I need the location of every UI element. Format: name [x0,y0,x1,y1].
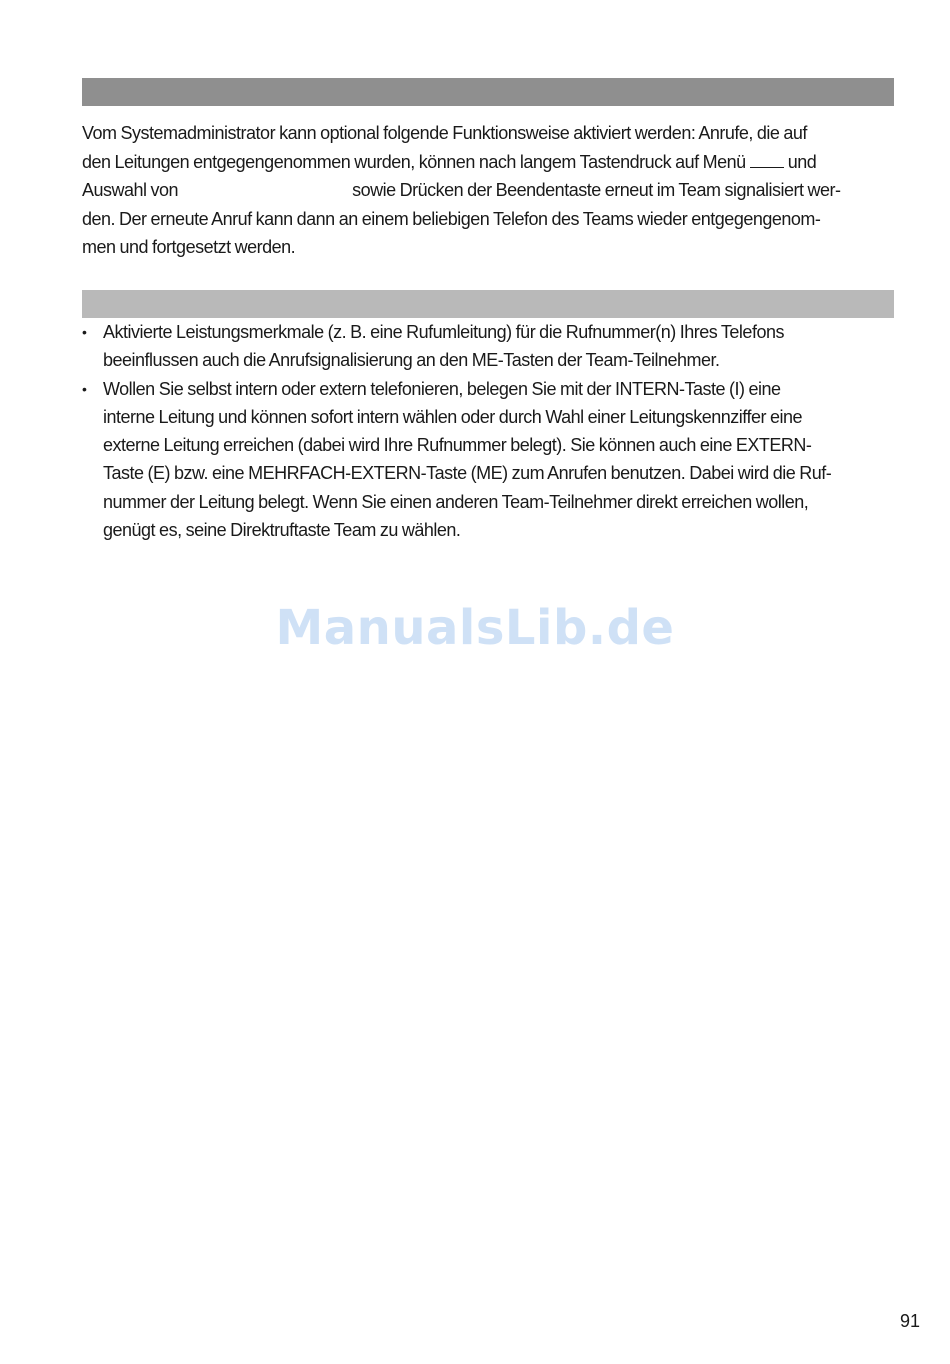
list-item-line: Wollen Sie selbst intern oder extern telefonieren, belegen Sie mit der INTERN-Taste (I) eine [103,378,781,399]
paragraph-line [82,176,894,205]
bullet-icon: • [82,324,87,340]
intro-paragraph [82,119,894,262]
paragraph-line: men und fortgesetzt werden. [82,237,296,257]
menu-key-placeholder [750,152,784,168]
paragraph-line: den. Der erneute Anruf kann dann an einem beliebigen Telefon des Teams wieder entgegengenom- [82,208,821,229]
list-item [82,318,894,375]
paragraph-line: Vom Systemadministrator kann optional folgende Funktionsweise aktiviert werden: Anrufe, die auf [82,123,807,143]
hints-header-bar [82,290,894,318]
paragraph-line [82,148,894,177]
paragraph-text: und [787,151,817,172]
paragraph-text: sowie Drücken der Beendentaste erneut im Team signalisiert wer- [352,180,841,200]
section-header-bar [82,78,894,106]
paragraph-text: Auswahl von [82,180,179,200]
list-item-line: Aktivierte Leistungsmerkmale (z. B. eine Rufumleitung) für die Rufnummer(n) Ihres Telefons [103,322,784,342]
list-item-line: genügt es, seine Direktruftaste Team zu wählen. [103,520,461,541]
paragraph-text: den Leitungen entgegengenommen wurden, können nach langem Tastendruck auf Menü [82,151,746,172]
bullet-icon: • [82,380,87,397]
list-item-line: Taste (E) bzw. eine MEHRFACH-EXTERN-Taste (ME) zum Anrufen benutzen. Dabei wird die Ruf- [103,463,832,484]
list-item-line: interne Leitung und können sofort intern wählen oder durch Wahl einer Leitungskennziffer eine [103,406,802,427]
list-item-line: externe Leitung erreichen (dabei wird Ihre Rufnummer belegt). Sie können auch eine EXTERN- [103,435,812,456]
hints-list [82,318,894,544]
watermark: ManualsLib.de [275,600,675,656]
list-item-line: beeinflussen auch die Anrufsignalisierung an den ME-Tasten der Team-Teilnehmer. [103,350,720,371]
list-item-line: nummer der Leitung belegt. Wenn Sie einen anderen Team-Teilnehmer direkt erreichen wollen, [103,491,809,512]
page-number: 91 [899,1311,920,1331]
list-item [82,375,894,545]
